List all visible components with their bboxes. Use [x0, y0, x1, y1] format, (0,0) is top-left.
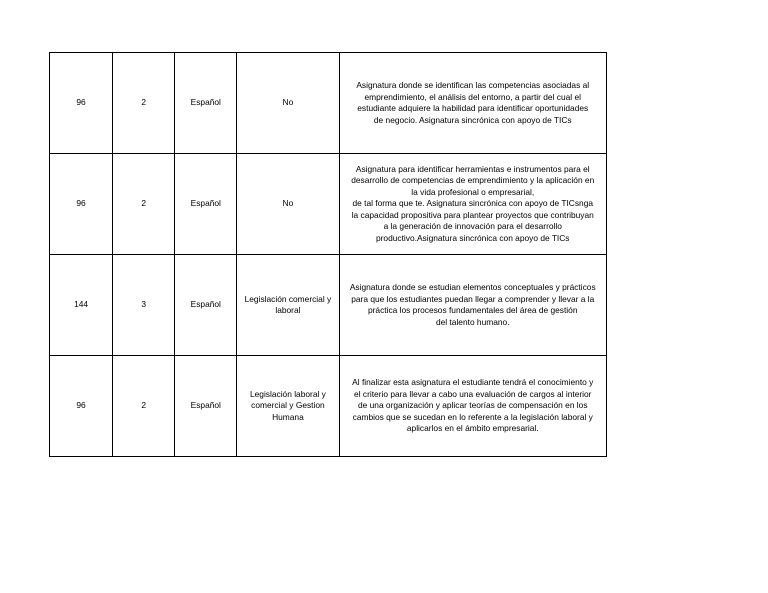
- description-cell: [339, 154, 607, 255]
- description-line: emprendimiento, el análisis del entorno, a partir del cual el: [364, 91, 581, 102]
- description-line: Asignatura donde se estudian elementos conceptuales y prácticos: [349, 282, 596, 292]
- language-cell: Español: [175, 154, 237, 255]
- description-cell: [339, 53, 607, 154]
- credits-cell: 2: [113, 53, 175, 154]
- description-line: la vida profesional o empresarial,: [411, 186, 535, 197]
- description-line: cambios que se sucedan en lo referente a la legislación laboral y: [352, 411, 593, 422]
- course-table: [49, 52, 607, 457]
- prerequisite-cell: No: [237, 53, 339, 154]
- prerequisite-cell: Legislación comercial y laboral: [237, 255, 339, 356]
- credits-cell: 3: [113, 255, 175, 356]
- description-line: Asignatura para identificar herramientas e instrumentos para el: [355, 163, 590, 174]
- credits-cell: 2: [113, 356, 175, 457]
- description-line: de una organización y aplicar teorías de compensación en los: [357, 400, 588, 411]
- description-line: el criterio para llevar a cabo una evaluación de cargos al interior: [354, 388, 592, 399]
- description-line: Al finalizar esta asignatura el estudiante tendrá el conocimiento y: [352, 377, 594, 388]
- table-row: [50, 255, 607, 356]
- description-line: práctica los procesos fundamentales del área de gestión: [367, 305, 578, 315]
- language-cell: Español: [175, 356, 237, 457]
- description-line: estudiante adquiere la habilidad para identificar oportunidades: [357, 103, 589, 113]
- table-row: [50, 356, 607, 457]
- credits-cell: 2: [113, 154, 175, 255]
- language-cell: Español: [175, 53, 237, 154]
- prerequisite-cell: Legislación laboral y comercial y Gestion Humana: [237, 356, 339, 457]
- prerequisite-cell: No: [237, 154, 339, 255]
- language-cell: Español: [175, 255, 237, 356]
- hours-cell: 96: [50, 154, 113, 255]
- description-line: a la generación de innovación para el desarrollo: [383, 221, 562, 232]
- description-cell: [339, 356, 607, 457]
- description-line: para que los estudiantes puedan llegar a comprender y llevar a la: [351, 293, 595, 304]
- description-line: de negocio. Asignatura sincrónica con apoyo de TICs: [373, 114, 572, 125]
- description-cell: [339, 255, 607, 356]
- description-line: desarrollo de competencias de emprendimiento y la aplicación en: [351, 175, 595, 186]
- description-line: la capacidad propositiva para plantear proyectos que contribuyan: [351, 209, 594, 220]
- description-line: aplicarlos en el ámbito empresarial.: [406, 423, 539, 434]
- description-line: productivo.Asignatura sincrónica con apoyo de TICs: [375, 232, 570, 243]
- table-row: [50, 154, 607, 255]
- hours-cell: 96: [50, 356, 113, 457]
- description-line: del talento humano.: [435, 316, 510, 327]
- description-line: Asignatura donde se identifican las competencias asociadas al: [356, 80, 590, 90]
- hours-cell: 96: [50, 53, 113, 154]
- hours-cell: 144: [50, 255, 113, 356]
- description-line: de tal forma que te. Asignatura sincrónica con apoyo de TICsnga: [352, 198, 594, 209]
- table-row: [50, 53, 607, 154]
